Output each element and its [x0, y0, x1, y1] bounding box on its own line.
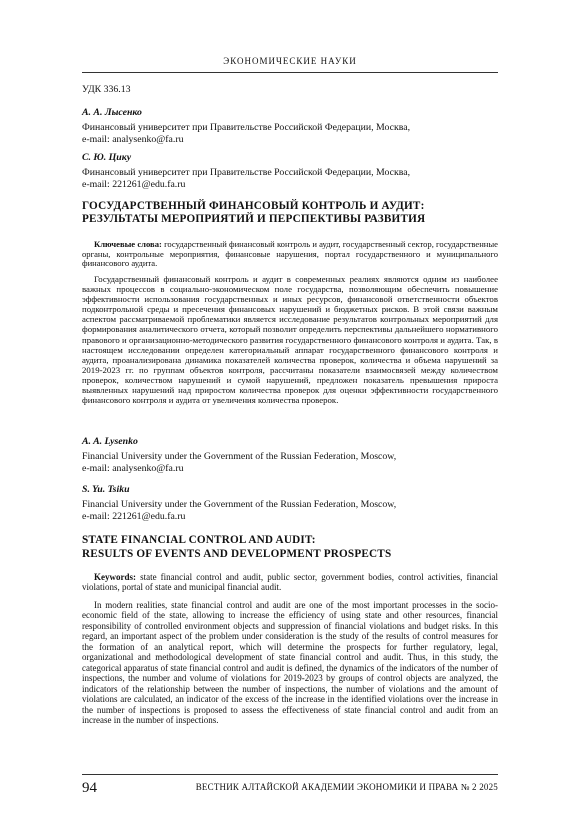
ru-title: ГОСУДАРСТВЕННЫЙ ФИНАНСОВЫЙ КОНТРОЛЬ И АУДИТ: РЕЗУЛЬТАТЫ МЕРОПРИЯТИЙ И ПЕРСПЕКТИВЫ РАЗВИТИЯ — [82, 200, 426, 225]
author-affiliation: Financial University under the Government of the Russian Federation, Moscow, — [82, 499, 397, 510]
keywords-text: государственный финансовый контроль и аудит, государственный сектор, государственные органы, контрольные мероприятия, финансовые нарушения, портал государственного и муниципального финансового аудита. — [82, 239, 498, 269]
en-author-1 — [82, 436, 498, 475]
author-email: e-mail: 221261@edu.fa.ru — [82, 511, 186, 522]
section-header: ЭКОНОМИЧЕСКИЕ НАУКИ — [223, 56, 357, 66]
page-number: 94 — [82, 780, 97, 796]
author-name: A. A. Lysenko — [82, 436, 138, 447]
author-affiliation: Финансовый университет при Правительстве Российской Федерации, Москва, — [82, 167, 411, 178]
ru-author-2 — [82, 152, 498, 191]
keywords-text: state financial control and audit, public sector, government bodies, control activities, financial violations, portal of state and municipal financial audit. — [82, 572, 498, 593]
journal-name: ВЕСТНИК АЛТАЙСКОЙ АКАДЕМИИ ЭКОНОМИКИ И ПРАВА № 2 2025 — [195, 782, 498, 792]
author-email: e-mail: 221261@edu.fa.ru — [82, 179, 186, 190]
author-email: e-mail: analysenko@fa.ru — [82, 463, 184, 474]
en-abstract: In modern realities, state financial control and audit are one of the most important processes in the socio-economic field of the state, allowing to increase the efficiency of using state and other resources, financial responsibility of controlled environment objects and suppression of financial violations and budget risks. In this regard, an important aspect of the problem under consideration is the study of the results of control measures for the formation of an analytical report, which will determine the prospects for further regulatory, legal, organizational and methodological development of state financial control and audit. Thus, in this study, the categorical apparatus of state financial control and audit is defined, the dynamics of the indicators of the number of inspections, the number and volume of violations for 2019-2023 by groups of control objects are analyzed, the indicators of the relationship between the number of inspections, the number of violations and the amount of violations are calculated, an indicator of the excess of the increase in the identified violations over the increase in the number of inspections is proposed to assess the effectiveness of state financial control and audit from an increase in the number of inspections. — [82, 600, 498, 725]
footer-divider — [82, 774, 498, 775]
en-title: STATE FINANCIAL CONTROL AND AUDIT: RESULTS OF EVENTS AND DEVELOPMENT PROSPECTS — [82, 534, 392, 560]
udk-code: УДК 336.13 — [82, 84, 131, 95]
keywords-label: Ключевые слова: — [94, 239, 162, 249]
keywords-label: Keywords: — [94, 572, 136, 582]
ru-author-1 — [82, 107, 498, 146]
author-email: e-mail: analysenko@fa.ru — [82, 134, 184, 145]
ru-keywords — [82, 240, 498, 269]
header-divider — [82, 72, 498, 73]
en-keywords — [82, 572, 498, 593]
author-name: С. Ю. Цику — [82, 152, 132, 163]
author-affiliation: Financial University under the Government of the Russian Federation, Moscow, — [82, 451, 397, 462]
author-name: S. Yu. Tsiku — [82, 484, 130, 495]
en-author-2 — [82, 484, 498, 523]
ru-abstract: Государственный финансовый контроль и аудит в современных реалиях являются одним из наиболее важных процессов в социально-экономическом поле государства, позволяющим обеспечить повышение эффективности использования государственных и иных ресурсов, финансовой ответственности объектов подконтрольной среды и пресечения финансовых нарушений и бюджетных рисков. В этой связи важным аспектом рассматриваемой проблематики является исследование результатов контрольных мероприятий для формирования аналитического отчета, который позволит определить перспективы дальнейшего нормативного правового и организационно-методического развития государственного финансового контроля и аудита. Так, в настоящем исследовании определен категориальный аппарат государственного финансового контроля и аудита, проанализирована динамика показателей количества проверок, количества и объема нарушений за 2019-2023 гг. по группам объектов контроля, рассчитаны показатели взаимосвязей между количеством проверок, количеством нарушений и сумой нарушений, предложен показатель превышения прироста выявленных нарушений над приростом количества проверок для оценки эффективности государственного финансового контроля и аудита от увеличения количества проверок. — [82, 274, 498, 406]
author-affiliation: Финансовый университет при Правительстве Российской Федерации, Москва, — [82, 122, 411, 133]
author-name: А. А. Лысенко — [82, 107, 142, 118]
